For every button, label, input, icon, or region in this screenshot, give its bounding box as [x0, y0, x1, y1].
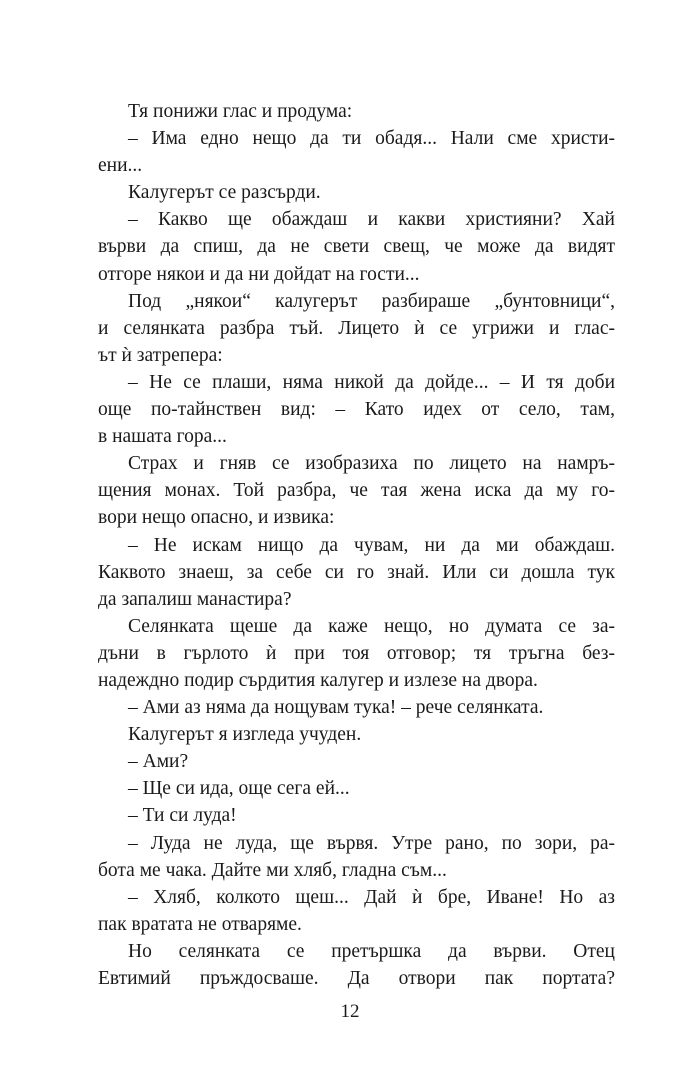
text-line: – Не искам нищо да чувам, ни да ми обаждаш. [128, 534, 615, 556]
text-line: отгоре някои и да ни дойдат на гости... [98, 263, 420, 285]
text-line: – Ами? [128, 751, 189, 773]
text-line: пак вратата не отваряме. [98, 913, 302, 935]
text-line: – Луда не луда, ще вървя. Утре рано, по зори, ра- [128, 832, 615, 854]
text-line: щения монах. Той разбра, че тая жена иска да му го- [98, 480, 615, 502]
text-line: и селянката разбра тъй. Лицето ѝ се угрижи и глас- [98, 317, 615, 339]
text-line: дъни в гърлото ѝ при тоя отговор; тя тръгна без- [98, 642, 615, 664]
body-text [98, 98, 615, 992]
text-line: бота ме чака. Дайте ми хляб, гладна съм... [98, 859, 447, 881]
text-line: още по-тайнствен вид: – Като идех от село, там, [98, 399, 615, 421]
text-line: да запалиш манастира? [98, 588, 292, 610]
text-line: Селянката щеше да каже нещо, но думата се за- [128, 615, 615, 637]
text-line: ени... [98, 155, 143, 177]
text-line: Тя понижи глас и продума: [128, 101, 353, 122]
text-line: Калугерът я изгледа учуден. [128, 724, 362, 746]
text-line: Евтимий пръждосваше. Да отвори пак портата? [98, 968, 615, 989]
text-line: – Има едно нещо да ти обадя... Нали сме христи- [128, 128, 615, 150]
text-line: – Ами аз няма да нощувам тука! – рече селянката. [128, 697, 544, 719]
text-line: – Хляб, колкото щеш... Дай ѝ бре, Иване! Но аз [128, 886, 615, 908]
text-line: Страх и гняв се изобразиха по лицето на намръ- [128, 453, 615, 475]
text-line: в нашата гора... [98, 426, 227, 448]
text-line: върви да спиш, да не свети свещ, че може да видят [98, 236, 615, 258]
page-number: 12 [340, 1001, 360, 1022]
text-line: – Не се плаши, няма никой да дойде... – И тя доби [128, 371, 615, 393]
text-line: Калугерът се разсърди. [128, 182, 321, 204]
text-line: ът ѝ затрепера: [98, 344, 223, 366]
text-line: надеждно подир сърдития калугер и излезе на двора. [98, 669, 538, 691]
text-line: Каквото знаеш, за себе си го знай. Или си дошла тук [98, 561, 615, 583]
text-line: Но селянката се претършка да върви. Отец [128, 940, 615, 962]
text-line: вори нещо опасно, и извика: [98, 507, 335, 529]
text-line: – Ти си луда! [128, 805, 237, 827]
text-line: Под „някои“ калугерът разбираше „бунтовници“, [128, 290, 615, 312]
text-line: – Ще си ида, още сега ей... [128, 778, 350, 800]
text-line: – Какво ще обаждаш и какви християни? Хай [128, 209, 615, 231]
